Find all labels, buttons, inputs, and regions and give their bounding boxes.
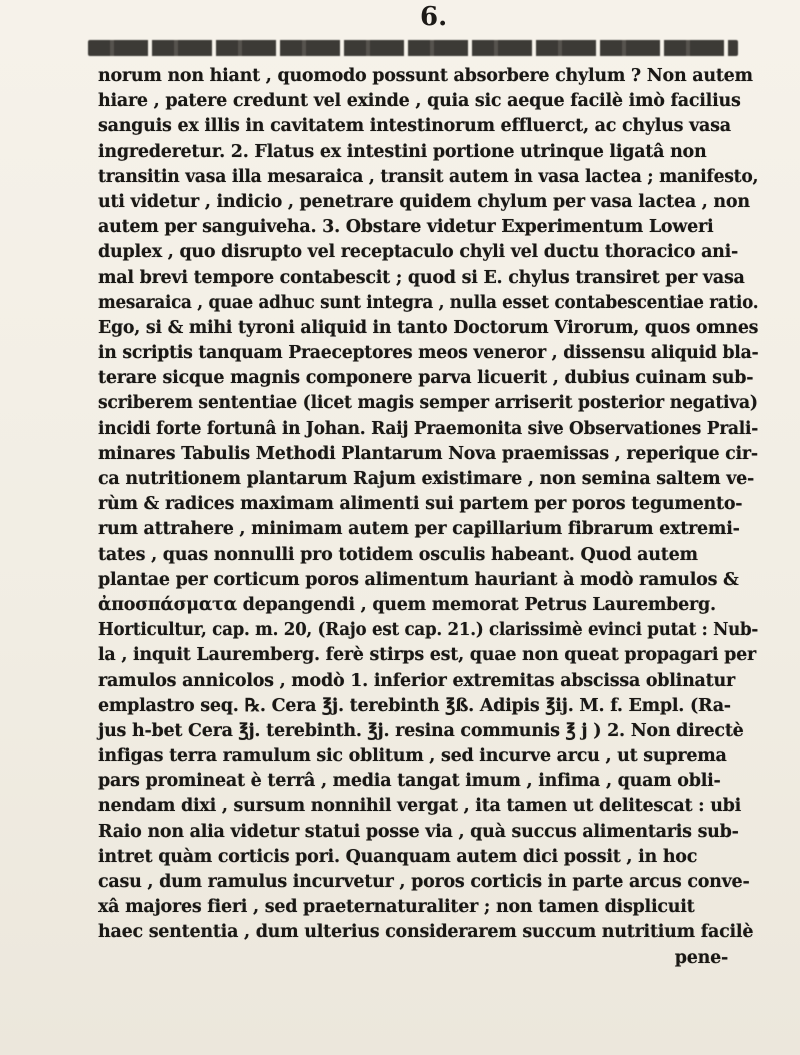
text-line: rum attrahere , minimam autem per capillarium fibrarum extremi-: [98, 519, 740, 540]
text-line: duplex , quo disrupto vel receptaculo chyli vel ductu thoracico ani-: [98, 242, 739, 263]
text-line: Horticultur, cap. m. 20, (Rajo est cap. 21.) clarissimè evinci putat : Nub-: [98, 620, 759, 641]
text-line: uti videtur , indicio , penetrare quidem chylum per vasa lactea , non: [98, 191, 750, 212]
text-line: emplastro seq. ℞. Cera ℥j. terebinth ℥ß. Adipis ℥ij. M. f. Empl. (Ra-: [98, 695, 731, 716]
body-text: [98, 64, 758, 971]
text-line: mesaraica , quae adhuc sunt integra , nulla esset contabescentiae ratio.: [98, 292, 759, 313]
text-line: hiare , patere credunt vel exinde , quia sic aeque facilè imò facilius: [98, 91, 741, 112]
text-line: minares Tabulis Methodi Plantarum Nova praemissas , reperique cir-: [98, 443, 758, 464]
text-line: Raio non alia videtur statui posse via , quà succus alimentaris sub-: [98, 821, 739, 842]
text-line: autem per sanguiveha. 3. Obstare videtur Experimentum Loweri: [98, 217, 714, 238]
text-line: rùm & radices maximam alimenti sui partem per poros tegumento-: [98, 494, 743, 515]
top-ornamental-rule: [88, 40, 738, 56]
text-line: scriberem sententiae (licet magis semper arriserit posterior negativa): [98, 393, 758, 414]
text-line: norum non hiant , quomodo possunt absorbere chylum ? Non autem: [98, 66, 753, 86]
text-line: tates , quas nonnulli pro totidem osculis habeant. Quod autem: [98, 544, 698, 565]
text-line: ἀποσπάσματα depangendi , quem memorat Petrus Lauremberg.: [98, 594, 716, 615]
text-line: ramulos annicolos , modò 1. inferior extremitas abscissa oblinatur: [98, 670, 735, 691]
page-header-mark: 6.: [420, 2, 448, 32]
text-line: ca nutritionem plantarum Rajum existimare , non semina saltem ve-: [98, 469, 755, 489]
text-line: nendam dixi , sursum nonnihil vergat , ita tamen ut delitescat : ubi: [98, 796, 742, 817]
text-line: pars promineat è terrâ , media tangat imum , infima , quam obli-: [98, 771, 721, 792]
text-line: haec sententia , dum ulterius considerarem succum nutritium facilè: [98, 922, 754, 943]
text-line: mal brevi tempore contabescit ; quod si E. chylus transiret per vasa: [98, 267, 745, 288]
catchword: pene-: [674, 947, 728, 968]
text-line: la , inquit Lauremberg. ferè stirps est, quae non queat propagari per: [98, 645, 756, 666]
text-line: xâ majores fieri , sed praeternaturaliter ; non tamen displicuit: [98, 897, 695, 918]
text-line: sanguis ex illis in cavitatem intestinorum effluerct, ac chylus vasa: [98, 116, 731, 137]
text-line: in scriptis tanquam Praeceptores meos veneror , dissensu aliquid bla-: [98, 343, 759, 364]
text-line: terare sicque magnis componere parva licuerit , dubius cuinam sub-: [98, 368, 754, 389]
text-line: transitin vasa illa mesaraica , transit autem in vasa lactea ; manifesto,: [98, 166, 759, 187]
text-line: ingrederetur. 2. Flatus ex intestini portione utrinque ligatâ non: [98, 141, 707, 162]
text-line: intret quàm corticis pori. Quanquam autem dici possit , in hoc: [98, 846, 698, 867]
text-line: jus h-bet Cera ℥j. terebinth. ℥j. resina communis ℥ j ) 2. Non directè: [98, 720, 744, 741]
text-line: plantae per corticum poros alimentum hauriant à modò ramulos &: [98, 569, 739, 590]
text-line: casu , dum ramulus incurvetur , poros corticis in parte arcus conve-: [98, 872, 750, 892]
text-line: Ego, si & mihi tyroni aliquid in tanto Doctorum Virorum, quos omnes: [98, 317, 759, 338]
text-line: incidi forte fortunâ in Johan. Raij Praemonita sive Observationes Prali-: [98, 418, 759, 439]
text-line: infigas terra ramulum sic oblitum , sed incurve arcu , ut suprema: [98, 746, 727, 767]
